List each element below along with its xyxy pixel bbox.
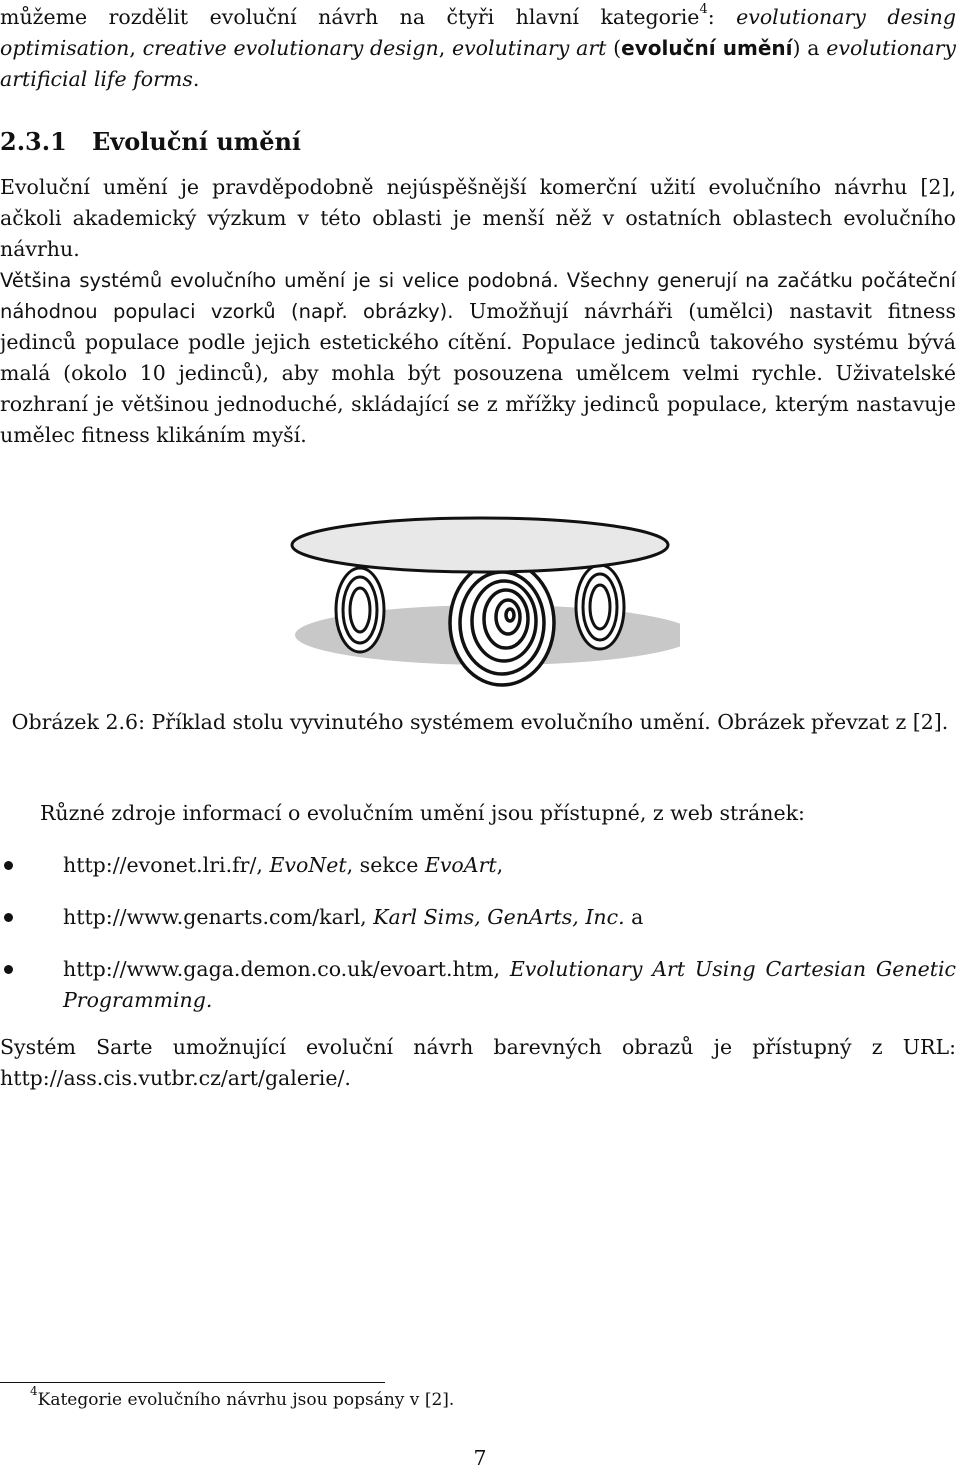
intro-sep-1: , <box>129 36 143 60</box>
footnote-text: Kategorie evolučního návrhu jsou popsány v [2]. <box>37 1390 455 1410</box>
intro-text: můžeme rozdělit evoluční návrh na čtyři hlavní kategorie <box>0 5 700 29</box>
paragraph-2-sans-part: Většina systémů evolučního umění je si velice podobná. Všechny generují na začátku počáteční náhodnou populaci vzorků (např. obrázky). <box>0 269 956 323</box>
resource-url[interactable]: http://www.genarts.com/karl <box>63 905 361 929</box>
section-number: 2.3.1 <box>0 127 67 156</box>
resources-intro: Různé zdroje informací o evolučním umění jsou přístupné, z web stránek: <box>40 801 805 825</box>
resource-name: Evolutionary Art Using Cartesian Genetic Programming. <box>63 957 956 1012</box>
section-heading <box>0 126 301 158</box>
intro-paren-open: ( <box>606 36 622 60</box>
list-item <box>0 902 956 933</box>
footnote-rule <box>0 1382 385 1383</box>
footnote <box>30 1384 455 1412</box>
category-4: evolutionary artificial life forms <box>0 36 956 91</box>
table-leg-left <box>336 568 384 652</box>
resource-url[interactable]: http://evonet.lri.fr/ <box>63 853 257 877</box>
intro-period: . <box>192 67 200 91</box>
figure-caption: Obrázek 2.6: Příklad stolu vyvinutého systémem evolučního umění. Obrázek převzat z [2]. <box>11 710 949 734</box>
resource-name: Karl Sims, GenArts, Inc. <box>373 905 625 929</box>
table-figure <box>280 515 680 690</box>
resource-list <box>0 850 956 1037</box>
paragraph-2-serif-part: Umožňují návrháři (umělci) nastavit fitness jedinců populace podle jejich estetického cítění. Populace jedinců takového systému bývá malá (okolo 10 jedinců), aby mohla být posouzena umělcem velmi rychle. Uživatelské rozhraní je většinou jednoduché, skládající se z mřížky jedinců populace, kterým nastavuje umělec fitness klikáním myší. <box>0 299 956 447</box>
resource-sep: , <box>360 905 374 929</box>
resource-name: EvoNet <box>269 853 347 877</box>
footnote-reference[interactable]: 4 <box>699 2 708 18</box>
resource-sep: , <box>493 957 510 981</box>
paragraph-2 <box>0 265 956 451</box>
bullet-icon <box>4 861 13 870</box>
bullet-icon <box>4 913 13 922</box>
intro-colon: : <box>707 5 737 29</box>
intro-paragraph <box>0 2 956 95</box>
footnote-mark: 4 <box>30 1384 38 1399</box>
category-1: evolutionary desing optimisation <box>0 5 956 60</box>
list-item <box>0 954 956 1016</box>
resource-end: , <box>496 853 504 877</box>
resource-mid: a <box>624 905 644 929</box>
list-item <box>0 850 956 881</box>
table-leg-right <box>576 565 624 649</box>
category-3: evolutinary art <box>451 36 607 60</box>
category-2: creative evolutionary design <box>142 36 439 60</box>
resource-mid: , sekce <box>346 853 425 877</box>
paragraph-1: Evoluční umění je pravděpodobně nejúspěšnější komerční užití evolučního návrhu [2], ačkoli akademický výzkum v této oblasti je menší něž v ostatních oblastech evolučního návrhu. <box>0 175 956 261</box>
section-title: Evoluční umění <box>92 127 302 156</box>
category-3-czech: evoluční umění <box>621 36 793 60</box>
table-leg-center-spiral <box>450 561 554 685</box>
closing-paragraph: Systém Sarte umožnující evoluční návrh barevných obrazů je přístupný z URL: http://ass.cis.vutbr.cz/art/galerie/. <box>0 1035 956 1090</box>
intro-paren-close: ) a <box>792 36 827 60</box>
resource-url[interactable]: http://www.gaga.demon.co.uk/evoart.htm <box>63 957 494 981</box>
page-number: 7 <box>473 1446 487 1470</box>
resource-name-2: EvoArt <box>424 853 497 877</box>
intro-sep-2: , <box>438 36 452 60</box>
resource-sep: , <box>256 853 270 877</box>
table-top <box>292 518 668 572</box>
bullet-icon <box>4 965 13 974</box>
